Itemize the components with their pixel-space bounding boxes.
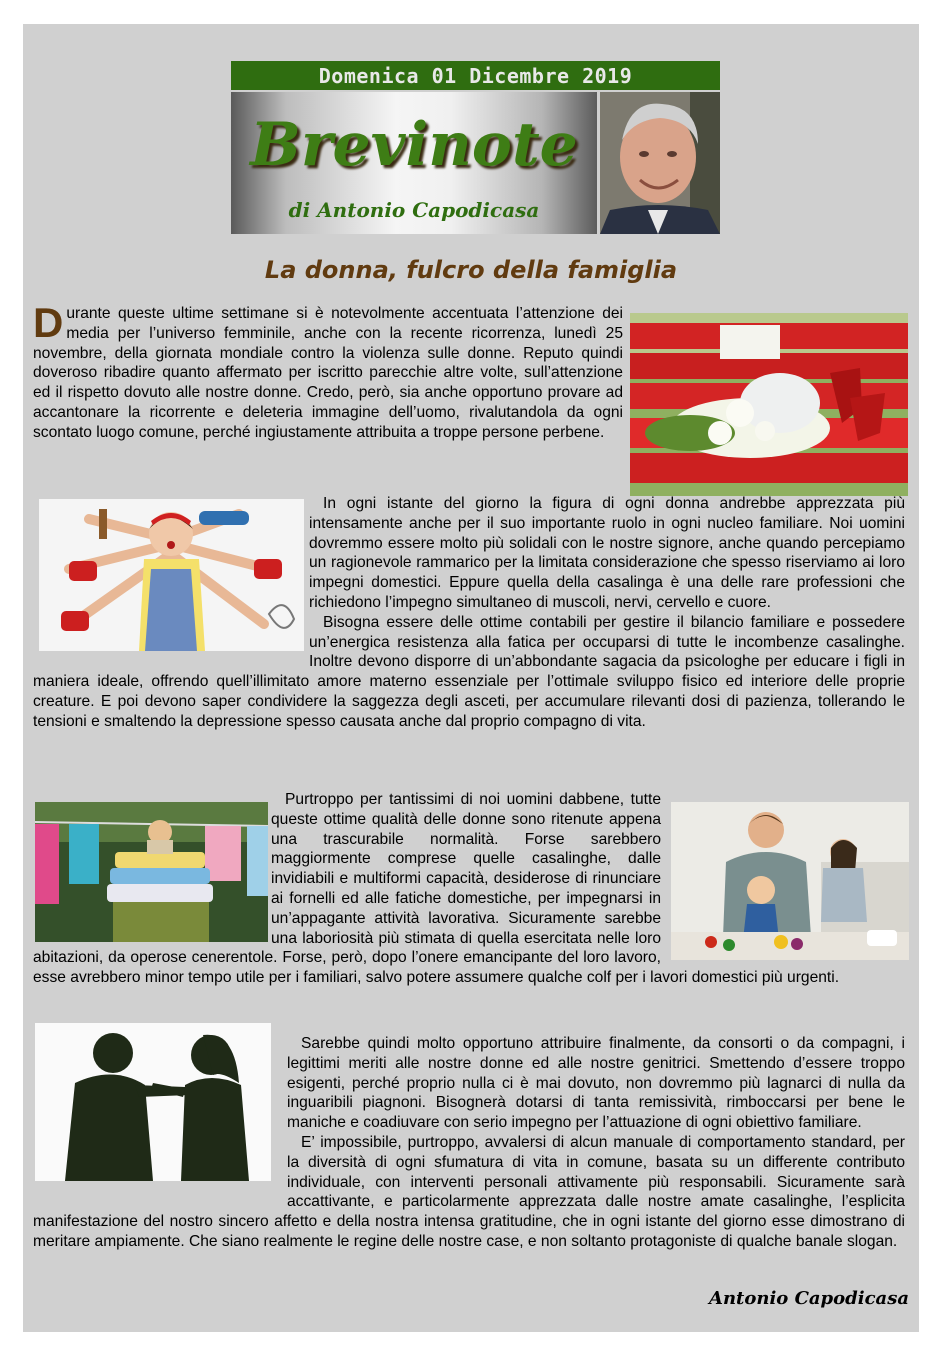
paragraph-1	[33, 299, 623, 443]
date-banner: Domenica 01 Dicembre 2019	[231, 61, 720, 90]
paragraph-6-text: E’ impossibile, purtroppo, avvalersi di alcun manuale di comportamento standard, per la diversità di ogni sfumatura di vita in comune, basata su un differente contributo individuale, con interventi personali attivamente più responsabili. Sicuramente sarà accattivante, e particolarmente apprezzata dalle nostre amate casalinghe, l’esplicita manifestazione del nostro sincero affetto e della nostra intensa gratitudine, che in ogni istante del giorno esse dimostrano di meritare ampiamente. Che siano realmente le regine delle nostre case, e non soltanto protagoniste di qualche banale slogan.	[33, 1133, 905, 1250]
image-spacer	[33, 790, 271, 948]
paragraph-5-text: Sarebbe quindi molto opportuno attribuire finalmente, da consorti o da compagni, i legittimi meriti alle nostre donne ed alle nostre genitrici. Smettendo d’essere troppo esigenti, perché proprio nulla ci è mai dovuto, non dovremmo più lagnarci di nulla da inguaribili piagnoni. Bisognerà dotarsi di tanta remissività, rimboccarsi per bene le maniche e coadiuvare con serio impegno per l’attuazione di ogni obiettivo familiare.	[287, 1035, 905, 1132]
image-spacer	[33, 1034, 287, 1202]
article-title: La donna, fulcro della famiglia	[264, 256, 678, 284]
paragraph-5	[33, 1034, 905, 1252]
paragraph-4	[33, 790, 905, 988]
paragraph-1-text: urante queste ultime settimane si è notevolmente accentuata l’attenzione dei media per l’universo femminile, anche con la recente ricorrenza, lunedì 25 novembre, della giornata mondiale contro la violenza sulle donne. Reputo quindi doveroso ribadire quanto affermato per iscritto parecchie altre volte, sull’attenzione ed il rispetto dovuto alle nostre donne. Credo, però, sia anche opportuno provare ad accantonare la ricorrente e deleteria immagine dell’uomo, rivalutandola da ogni scontato luogo comune, perché ingiustamente attribuita a troppe persone perbene.	[33, 305, 623, 441]
image-spacer	[661, 790, 905, 968]
paragraph-3-text: Bisogna essere delle ottime contabili per gestire il bilancio familiare e possedere un’energica resistenza alla fatica per occuparsi di tutte le incombenze casalinghe. Inoltre devono disporre di un’abbondante sagacia da psicologhe per educare i figli in maniera ideale, offrendo quell’illimitato amore materno essenziale per l’ottimale sviluppo fisico ed interiore delle proprie creature. E poi devono saper condividere la saggezza degli asceti, per accumulare rilevanti dosi di pazienza, tollerando le tensioni e smaltendo la depressione spesso causata anche dal proprio compagno di vita.	[33, 613, 905, 730]
image-spacer	[33, 494, 309, 656]
author-signature: Antonio Capodicasa	[709, 1288, 909, 1309]
drop-cap: D	[33, 299, 64, 346]
paragraph-4-text: Purtroppo per tantissimi di noi uomini dabbene, tutte queste ottime qualità delle donne sono ritenute appena una trascurabile normalità. Forse sarebbero maggiormente comprese quelle casalinghe, dalle invidiabili e multiformi capacità, desiderose di rinunciare ai fornelli ed alle fatiche domestiche, per impegnarsi in un’appagante attività lavorativa. Sicuramente sarebbe una laboriosità più stimata di quella esercitata nelle loro abitazioni, da operose cenerentole. Forse, però, dopo l’onere emancipante del loro lavoro, esse avrebbero minor tempo utile per i familiari, salvo potere assumere qualche colf per i lavori domestici più urgenti.	[33, 791, 840, 987]
author-photo	[600, 92, 720, 234]
paragraph-2	[33, 494, 905, 732]
brand-subtitle: di Antonio Capodicasa	[288, 198, 540, 222]
brand-title: Brevinote	[250, 110, 578, 180]
brand-logo	[231, 92, 597, 234]
paragraph-2-text: In ogni istante del giorno la figura di ogni donna andrebbe apprezzata più intensamente anche per il suo importante ruolo in ogni nucleo familiare. Noi uomini dovremmo essere molto più solidali con le nostre signore, anche quando percepiamo un ragionevole rammarico per la limitata considerazione che spesso riserviamo ai loro impegni domestici. Eppure quella della casalinga è una delle rare professioni che richiedono l’impegno simultaneo di muscoli, nervi, cervello e cuore.	[309, 495, 905, 611]
page-sheet	[23, 24, 919, 1332]
red-bench-photo	[630, 313, 908, 496]
